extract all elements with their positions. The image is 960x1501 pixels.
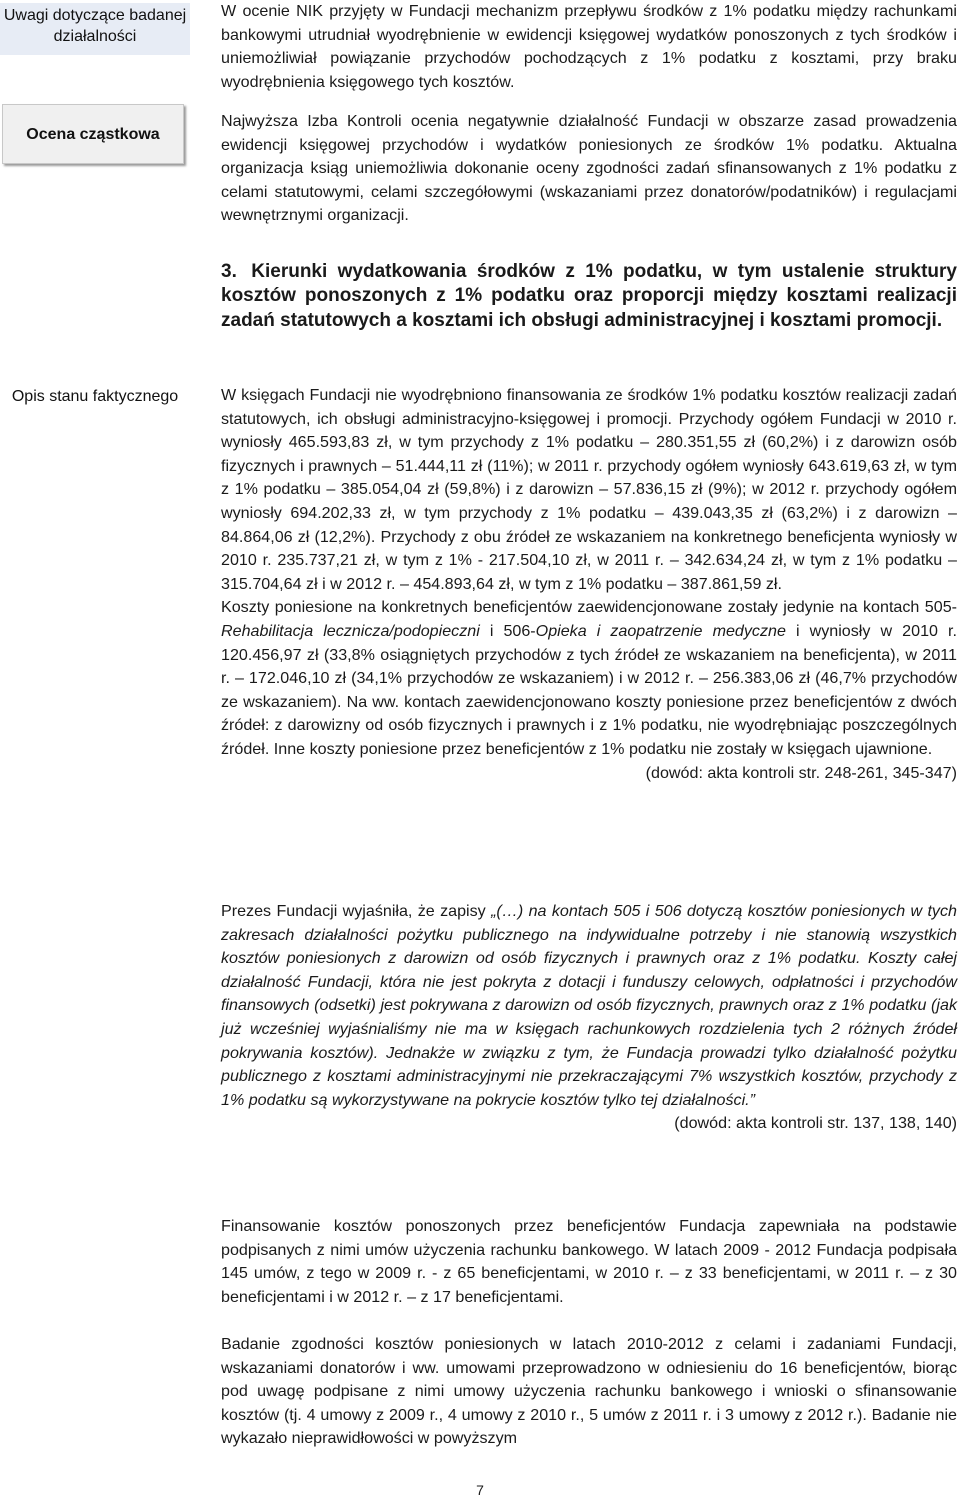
- evidence-note: (dowód: akta kontroli str. 137, 138, 140): [674, 1114, 957, 1133]
- paragraph-partial-grade: Najwyższa Izba Kontroli ocenia negatywnie działalność Fundacji w obszarze zasad prowadzenia ewidencji księgowej przychodów i wydatków poniesionych ze środków 1% podatku. Aktualna organizacja ksiąg uniemożliwia dokonanie oceny zgodności zadań sfinansowanych z 1% podatku z celami statutowymi, celami szczegółowymi (wskazaniami przez donatorów/podatników) i regulacjami wewnętrznymi organizacji.: [221, 112, 957, 225]
- section-heading: [221, 260, 957, 333]
- sidebar-note-label: Uwagi dotyczące badanej działalności: [0, 3, 190, 55]
- section-number: 3.: [221, 261, 237, 282]
- paragraph-nik-assessment: W ocenie NIK przyjęty w Fundacji mechanizm przepływu środków z 1% podatku między rachunkami bankowymi utrudniał wyodrębnienie w ewidencji księgowej wydatków ponoszonych z tych środków i uniemożliwiał powiązanie przychodów pochodzących z 1% podatku z kosztami, przy braku wyodrębnienia księgowego tych kosztów.: [221, 2, 957, 91]
- section-title: Kierunki wydatkowania środków z 1% podatku, w tym ustalenie struktury kosztów ponoszonych z 1% podatku oraz proporcji między kosztami realizacji zadań statutowych a kosztami ich obsługi administracyjnej i kosztami promocji.: [221, 261, 958, 331]
- page-number: 7: [476, 1482, 484, 1498]
- paragraph-examination: Badanie zgodności kosztów poniesionych w latach 2010-2012 z celami i zadaniami Fundacji, wskazaniami donatorów i ww. umowami przeprowadzono w odniesieniu do 16 beneficjentów, biorąc pod uwagę podpisane z nimi umowy użyczenia rachunku bankowego i wnioski o sfinansowanie kosztów (tj. 4 umowy z 2009 r., 4 umowy z 2010 r., 5 umów z 2011 r. i 3 umowy z 2012 r.). Badanie nie wykazało nieprawidłowości w powyższym: [221, 1335, 957, 1448]
- explanation-quote: „(…) na kontach 505 i 506 dotyczą kosztów poniesionych w tych zakresach działalności pożytku publicznego na indywidualne potrzeby i nie stanowią wszystkich kosztów poniesionych z darowizn od osób fizycznych i prawnych oraz z 1% podatku. Koszty całej działalność Fundacji, która nie jest pokryta z dotacji i funduszy celowych, odpłatności i przychodów finansowych (odsetki) jest pokrywana z darowizn od osób fizycznych, prawnych oraz z 1% podatku (jak już wcześniej wyjaśnialiśmy nie ma w księgach rachunkowych rozdzielenia tych 2 różnych źródeł pokrywania kosztów). Jednakże w związku z tym, że Fundacja prowadzi tylko działalność pożytku publicznego z kosztami administracyjnymi nie przekraczającymi 7% wszystkich kosztów, przychody z 1% podatku są wykorzystywane na pokrycie kosztów tylko tej działalności.”: [221, 902, 957, 1109]
- paragraph-explanation: Prezes Fundacji wyjaśniła, że zapisy „(…) na kontach 505 i 506 dotyczą kosztów poniesionych w tych zakresach działalności pożytku publicznego na indywidualne potrzeby i nie stanowią wszystkich kosztów poniesionych z darowizn od osób fizycznych i prawnych oraz z 1% podatku. Koszty całej działalność Fundacji, która nie jest pokryta z dotacji i funduszy celowych, odpłatności i przychodów finansowych (odsetki) jest pokrywana z darowizn od osób fizycznych, prawnych oraz z 1% podatku (jak już wcześniej wyjaśnialiśmy nie ma w księgach rachunkowych rozdzielenia tych 2 różnych źródeł pokrywania kosztów). Jednakże w związku z tym, że Fundacja prowadzi tylko działalność pożytku publicznego z kosztami administracyjnymi nie przekraczającymi 7% wszystkich kosztów, przychody z 1% podatku są wykorzystywane na pokrycie kosztów tylko tej działalności.”: [221, 902, 957, 1109]
- paragraph-financing: Finansowanie kosztów ponoszonych przez beneficjentów Fundacja zapewniała na podstawie podpisanych z nimi umów użyczenia rachunku bankowego. W latach 2009 - 2012 Fundacja podpisała 145 umów, z tego w 2009 r. - z 65 beneficjentami, w 2010 r. – z 33 beneficjentami, w 2011 r. – z 30 beneficjentami i w 2012 r. – z 17 beneficjentami.: [221, 1217, 957, 1306]
- sidebar-facts-label: Opis stanu faktycznego: [11, 388, 179, 405]
- paragraph-costs: Koszty poniesione na konkretnych beneficjentów zaewidencjonowane zostały jedynie na kontach 505-Rehabilitacja lecznicza/podopieczni i 506-Opieka i zaopatrzenie medyczne i wyniosły w 2010 r. 120.456,97 zł (33,8% osiągniętych przychodów z tych źródeł ze wskazaniem na beneficjenta), w 2011 r. – 172.046,10 zł (34,1% przychodów ze wskazaniem) i w 2012 r. – 256.383,06 zł (46,7% przychodów ze wskazaniem). Na ww. kontach zaewidencjonowano koszty poniesione przez beneficjentów z dwóch źródeł: z darowizny od osób fizycznych i prawnych i z 1% podatku, nie wyodrębniając poszczególnych źródeł. Inne koszty poniesione przez beneficjentów z 1% podatku nie zostały w księgach ujawnione.: [221, 598, 957, 758]
- explanation-block: [221, 900, 957, 1136]
- sidebar-grade-label: Ocena cząstkowa: [2, 104, 184, 164]
- paragraph-revenues: W księgach Fundacji nie wyodrębniono finansowania ze środków 1% podatku kosztów realizacji zadań statutowych, ich obsługi administracyjno-księgowej i promocji. Przychody ogółem Fundacji w 2010 r. wyniosły 465.593,83 zł, w tym przychody z 1% podatku – 280.351,55 zł (60,2%) i z darowizn osób fizycznych i prawnych – 51.444,11 zł (11%); w 2011 r. przychody ogółem wyniosły 643.619,63 zł, w tym z 1% podatku – 385.054,04 zł (59,8%) i z darowizn – 57.836,15 zł (9%); w 2012 r. przychody ogółem wyniosły 694.202,33 zł, w tym przychody z 1% podatku – 439.043,35 zł (63,2%) i z darowizn – 84.864,06 zł (12,2%). Przychody z obu źródeł ze wskazaniem na konkretnego beneficjenta wyniosły w 2010 r. 235.737,21 zł, w tym z 1% - 217.504,10 zł, w 2011 r. – 342.634,24 zł, w tym z 1% podatku – 315.704,64 zł i w 2012 r. – 454.893,64 zł, w tym z 1% podatku – 387.861,59 zł.: [221, 386, 957, 593]
- facts-block: [221, 384, 957, 785]
- evidence-note: (dowód: akta kontroli str. 248-261, 345-347): [645, 763, 957, 782]
